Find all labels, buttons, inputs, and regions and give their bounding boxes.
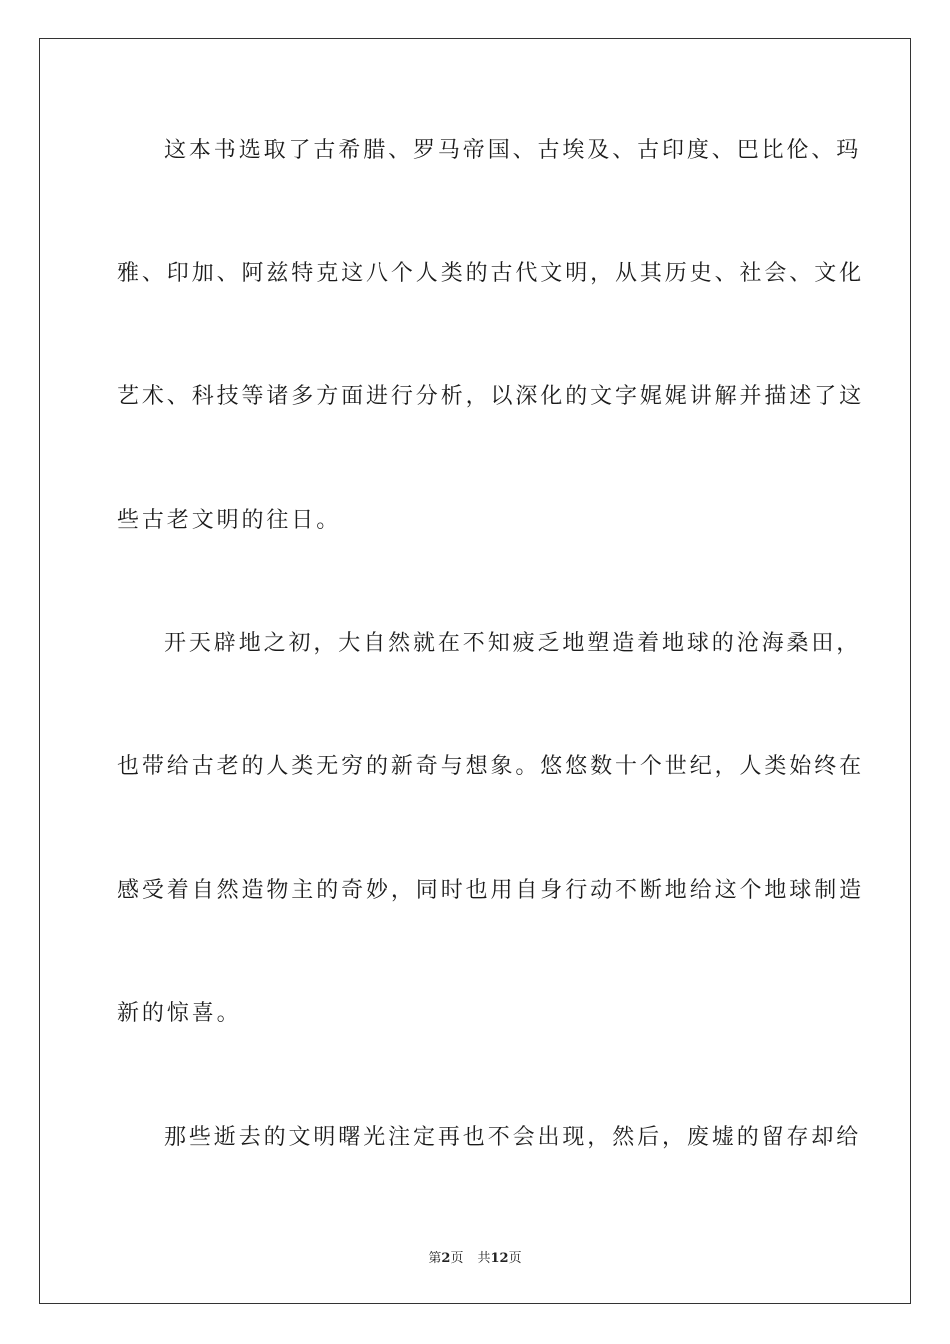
paragraph-1-line-1: 这本书选取了古希腊、罗马帝国、古埃及、古印度、巴比伦、玛	[164, 138, 862, 163]
total-page-number: 12	[490, 1251, 509, 1266]
paragraph-1-line-4: 些古老文明的往日。	[117, 508, 342, 533]
page-label-prefix: 第	[428, 1251, 442, 1266]
paragraph-2-line-3: 感受着自然造物主的奇妙，同时也用自身行动不断地给这个地球制造	[117, 878, 865, 903]
paragraph-1-line-3: 艺术、科技等诸多方面进行分析，以深化的文字娓娓讲解并描述了这	[117, 384, 865, 409]
paragraph-1-line-2: 雅、印加、阿兹特克这八个人类的古代文明，从其历史、社会、文化	[117, 261, 865, 286]
page-border	[39, 38, 911, 1304]
page-footer	[0, 1247, 950, 1266]
paragraph-2-line-4: 新的惊喜。	[117, 1001, 242, 1026]
paragraph-2-line-1: 开天辟地之初，大自然就在不知疲乏地塑造着地球的沧海桑田，	[164, 631, 862, 656]
total-label-unit: 页	[508, 1251, 522, 1266]
current-page-number: 2	[441, 1251, 451, 1266]
total-label-prefix: 共	[477, 1251, 491, 1266]
page-label-unit: 页	[450, 1251, 464, 1266]
paragraph-3-line-1: 那些逝去的文明曙光注定再也不会出现，然后，废墟的留存却给	[164, 1125, 862, 1150]
paragraph-2-line-2: 也带给古老的人类无穷的新奇与想象。悠悠数十个世纪，人类始终在	[117, 754, 865, 779]
